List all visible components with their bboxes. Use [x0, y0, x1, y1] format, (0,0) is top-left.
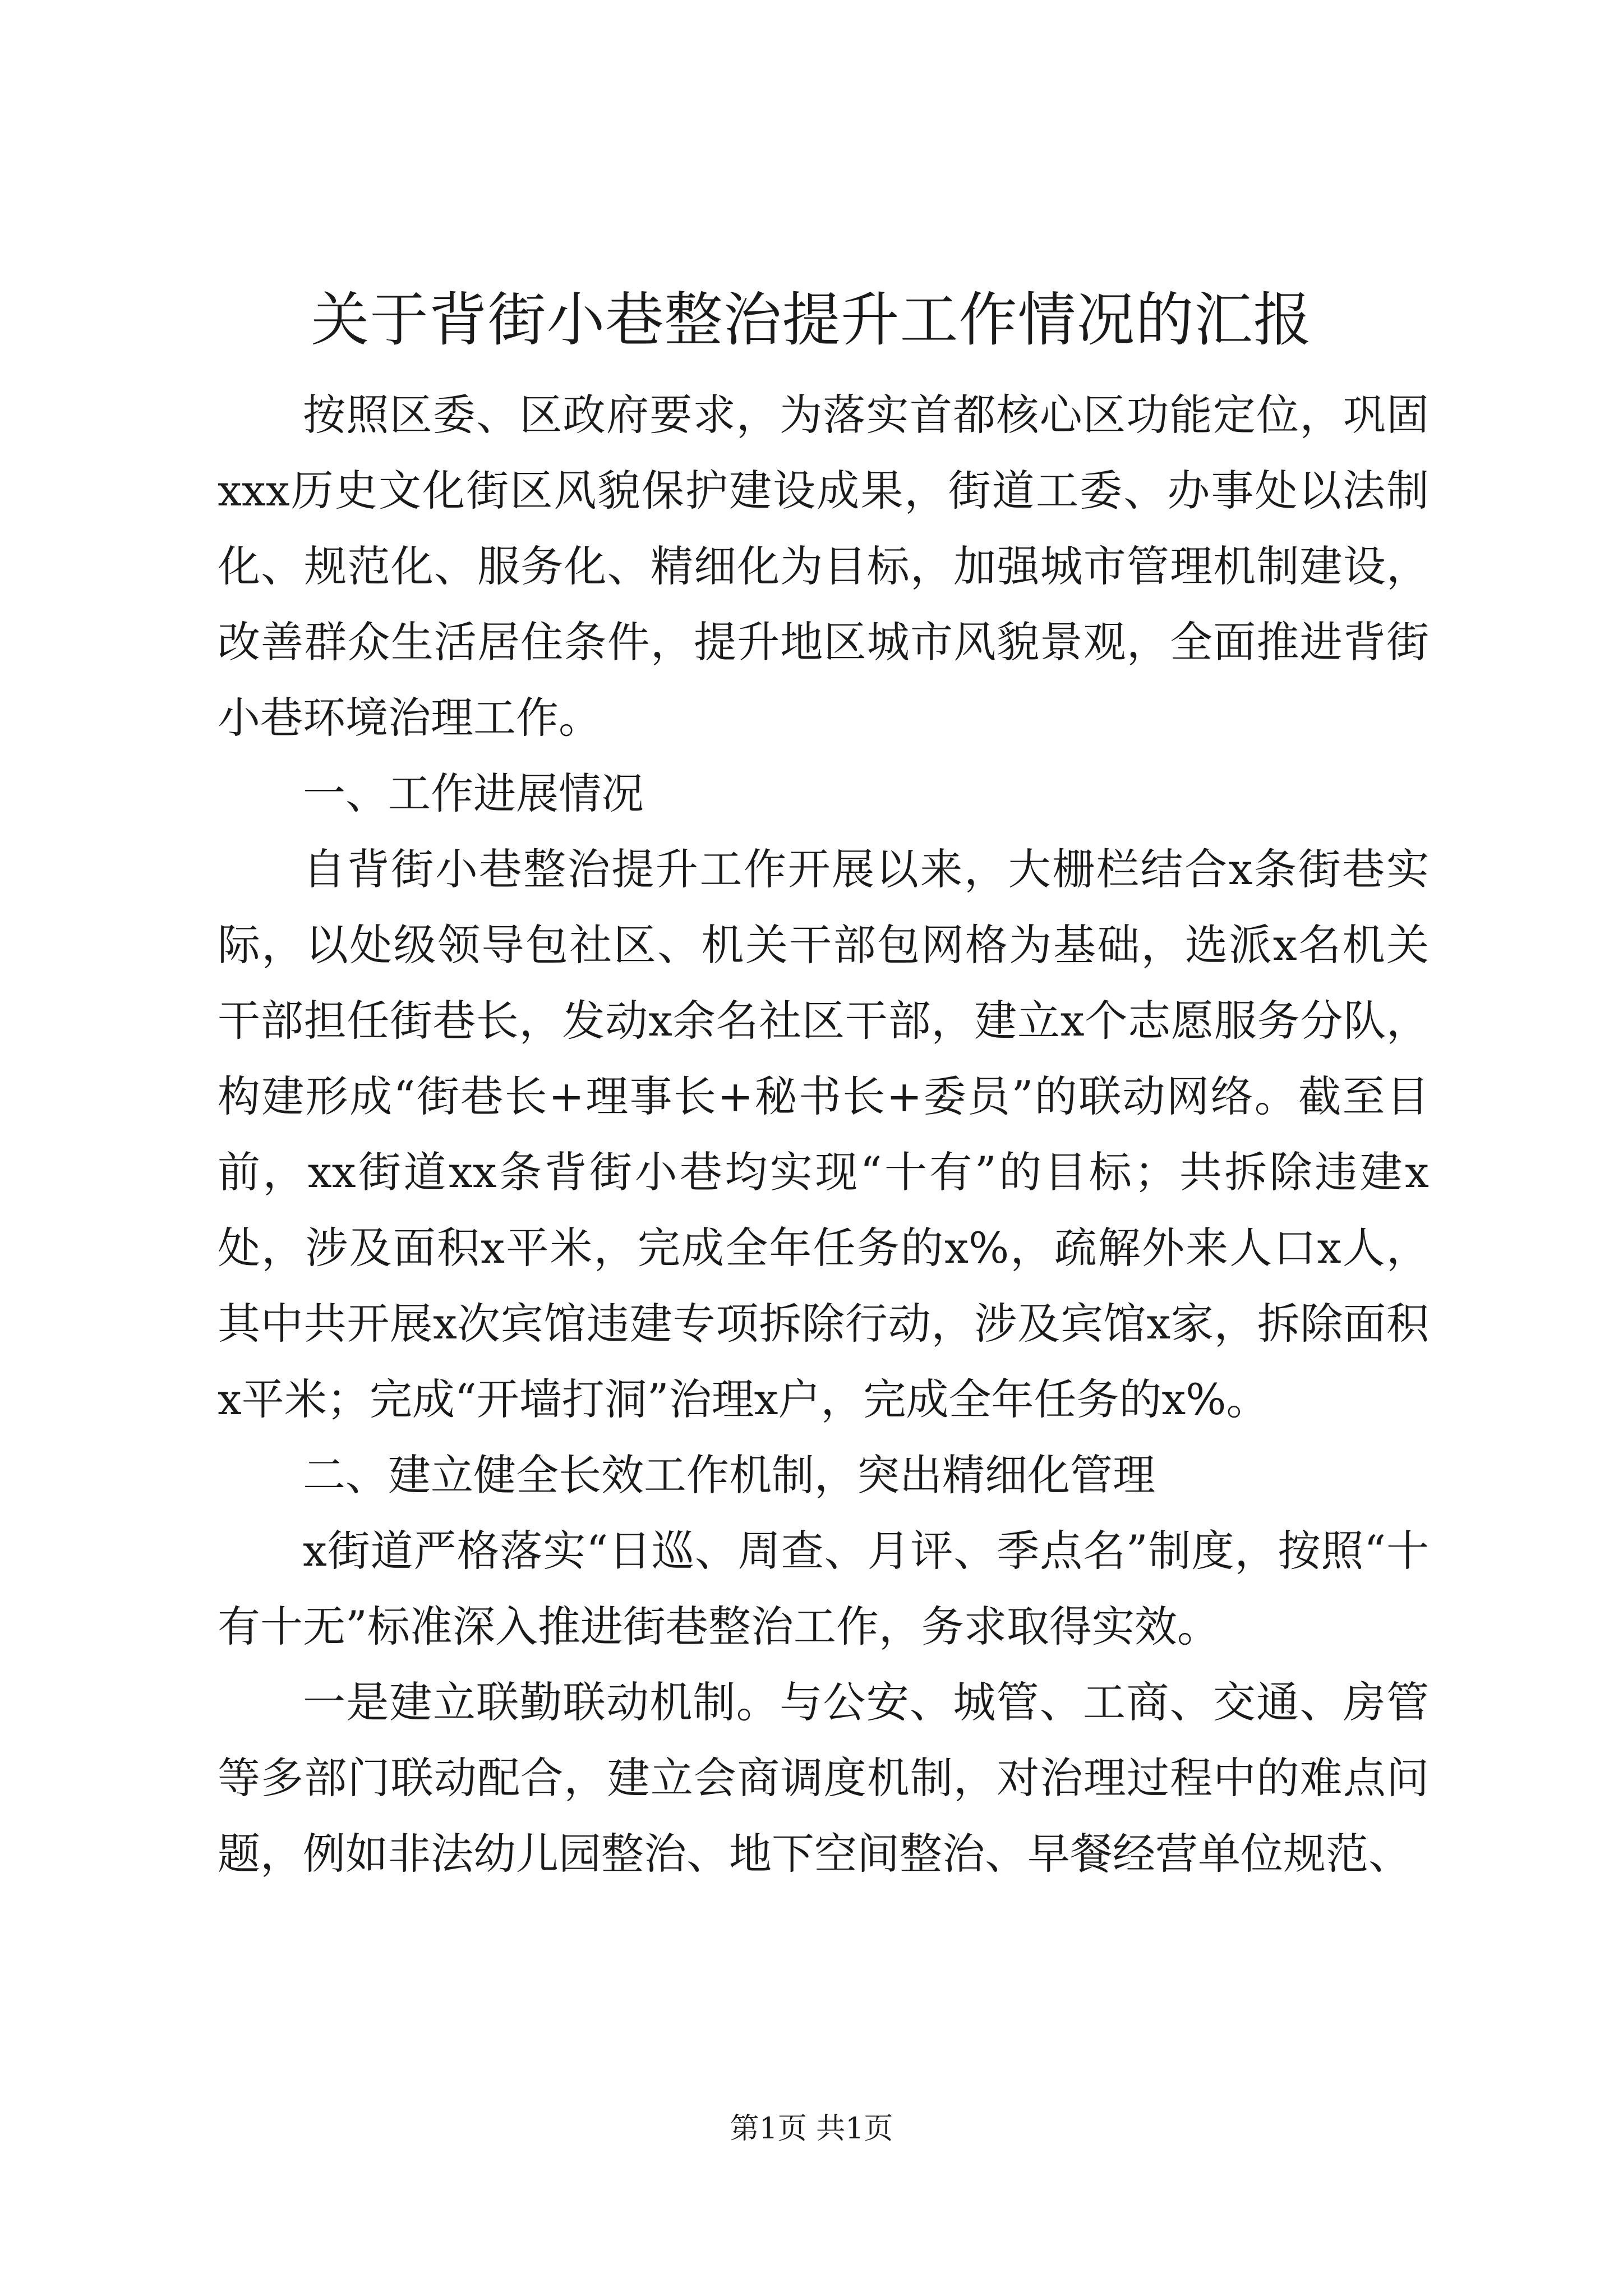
mechanism-paragraph: x街道严格落实“日巡、周查、月评、季点名”制度，按照“十有十无”标准深入推进街巷整治工作，务求取得实效。: [218, 1526, 1429, 1651]
page-number-footer: 第1页 共1页: [730, 2112, 893, 2146]
section-heading-mechanism: 二、建立健全长效工作机制，突出精细化管理: [303, 1450, 1155, 1500]
document-title: 关于背街小巷整治提升工作情况的汇报: [311, 286, 1312, 354]
document-body: [218, 377, 1429, 1892]
joint-action-paragraph: 一是建立联勤联动机制。与公安、城管、工商、交通、房管等多部门联动配合，建立会商调度机制，对治理过程中的难点问题，例如非法幼儿园整治、地下空间整治、早餐经营单位规范、: [218, 1677, 1429, 1879]
section-heading-progress: 一、工作进展情况: [303, 769, 644, 818]
progress-paragraph: 自背街小巷整治提升工作开展以来，大栅栏结合x条街巷实际，以处级领导包社区、机关干部包网格为基础，选派x名机关干部担任街巷长，发动x余名社区干部，建立x个志愿服务分队，构建形成“街巷长+理事长+秘书长+委员”的联动网络。截至目前，xx街道xx条背街小巷均实现“十有”的目标；共拆除违建x处，涉及面积x平米，完成全年任务的x%，疏解外来人口x人，其中共开展x次宾馆违建专项拆除行动，涉及宾馆x家，拆除面积x平米；完成“开墙打洞”治理x户，完成全年任务的x%。: [218, 844, 1429, 1424]
intro-paragraph: 按照区委、区政府要求，为落实首都核心区功能定位，巩固xxx历史文化街区风貌保护建设成果，街道工委、办事处以法制化、规范化、服务化、精细化为目标，加强城市管理机制建设，改善群众生活居住条件，提升地区城市风貌景观，全面推进背街小巷环境治理工作。: [218, 390, 1429, 743]
